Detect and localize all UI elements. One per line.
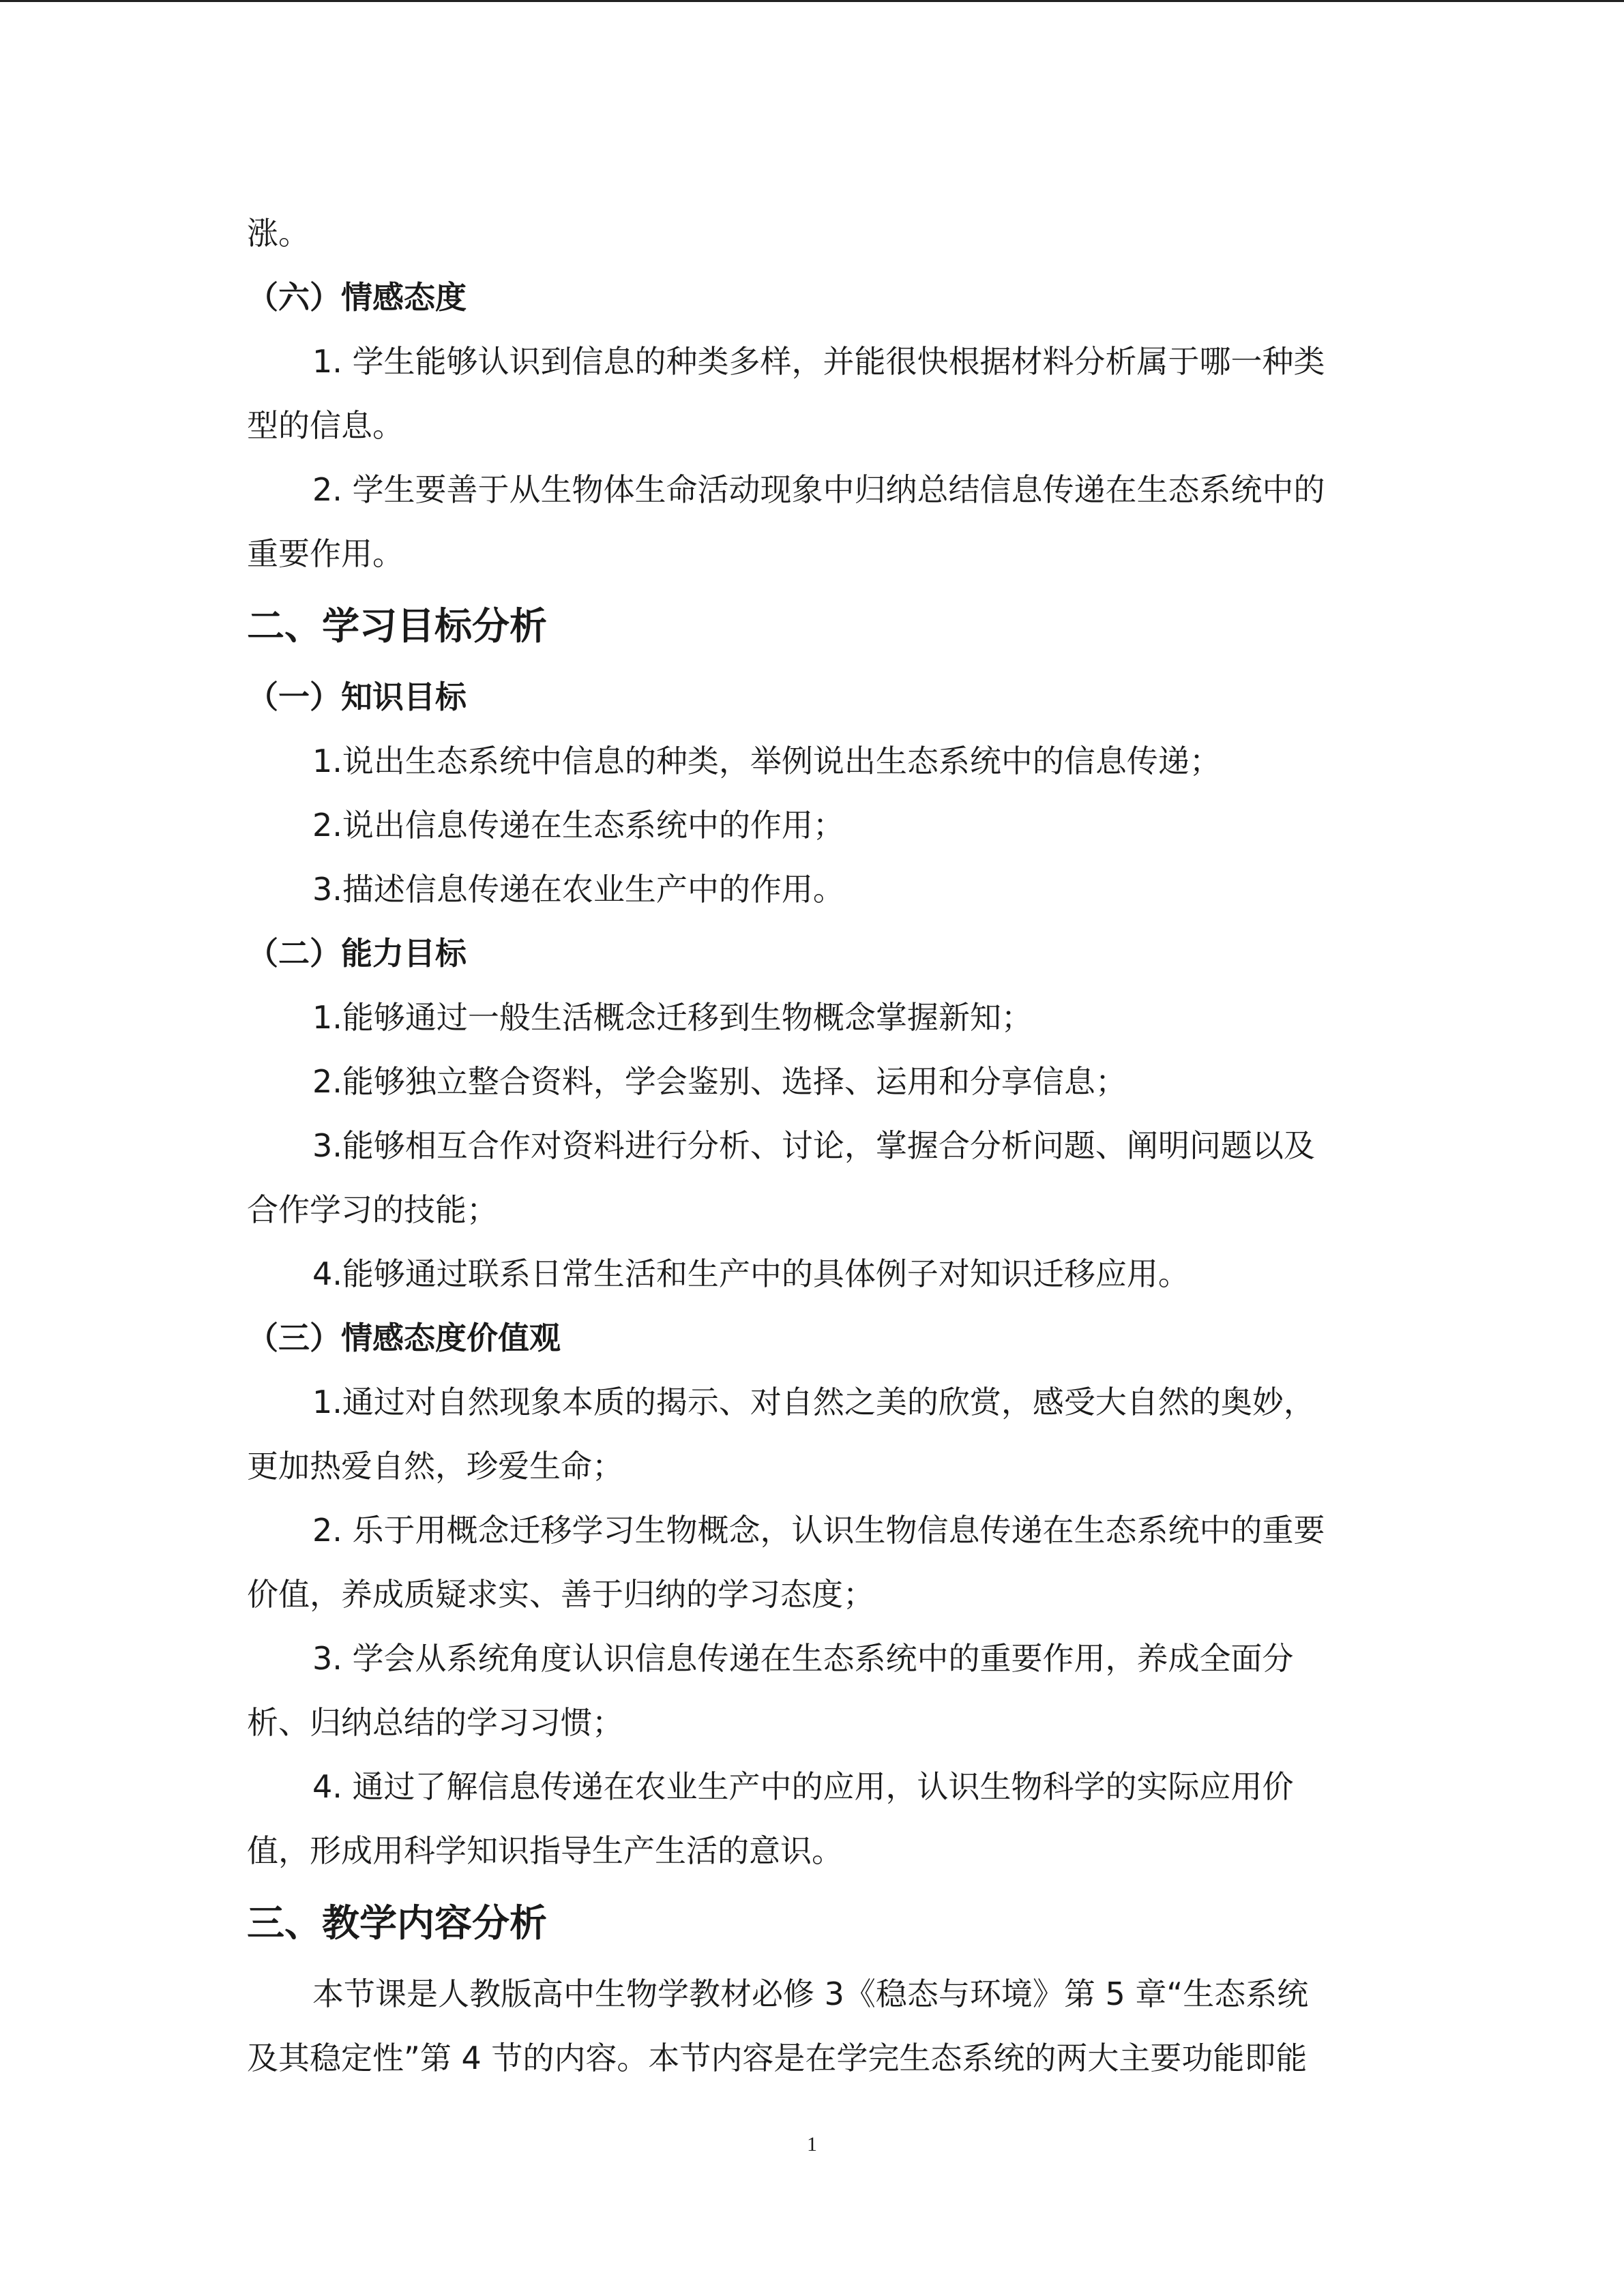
subsection-heading: （一）知识目标 <box>247 679 467 715</box>
paragraph-line: 涨。 <box>247 215 310 252</box>
paragraph-line: 型的信息。 <box>247 407 404 444</box>
paragraph-line: 及其稳定性”第 4 节的内容。本节内容是在学完生态系统的两大主要功能即能 <box>247 2040 1308 2076</box>
paragraph-line: 重要作用。 <box>247 535 404 572</box>
subsection-heading: （三）情感态度价值观 <box>247 1320 561 1356</box>
page-number: 1 <box>807 2133 817 2156</box>
paragraph-line: 1.说出生态系统中信息的种类，举例说出生态系统中的信息传递； <box>312 743 1221 779</box>
paragraph-line: 1.能够通过一般生活概念迁移到生物概念掌握新知； <box>312 999 1033 1036</box>
paragraph-line: 2.说出信息传递在生态系统中的作用； <box>312 807 844 844</box>
document-body <box>247 201 1379 2090</box>
paragraph-line: 合作学习的技能； <box>247 1191 498 1228</box>
subsection-heading: （六）情感态度 <box>247 279 467 316</box>
paragraph-line: 值，形成用科学知识指导生产生活的意识。 <box>247 1832 843 1869</box>
paragraph-line: 3. 学会从系统角度认识信息传递在生态系统中的重要作用，养成全面分 <box>312 1640 1294 1677</box>
paragraph-line: 1.通过对自然现象本质的揭示、对自然之美的欣赏，感受大自然的奥妙， <box>312 1384 1315 1420</box>
top-border-line <box>0 0 1624 2</box>
section-heading: 三、教学内容分析 <box>247 1901 548 1945</box>
paragraph-line: 3.能够相互合作对资料进行分析、讨论，掌握合分析问题、阐明问题以及 <box>312 1127 1315 1164</box>
paragraph-line: 本节课是人教版高中生物学教材必修 3《稳态与环境》第 5 章“生态系统 <box>312 1976 1309 2012</box>
paragraph-line: 2. 乐于用概念迁移学习生物概念，认识生物信息传递在生态系统中的重要 <box>312 1512 1325 1549</box>
paragraph-line: 2.能够独立整合资料，学会鉴别、选择、运用和分享信息； <box>312 1063 1127 1100</box>
paragraph-line: 2. 学生要善于从生物体生命活动现象中归纳总结信息传递在生态系统中的 <box>312 471 1325 508</box>
paragraph-line: 价值，养成质疑求实、善于归纳的学习态度； <box>247 1576 874 1613</box>
paragraph-line: 4.能够通过联系日常生活和生产中的具体例子对知识迁移应用。 <box>312 1255 1190 1292</box>
paragraph-line: 析、归纳总结的学习习惯； <box>247 1704 623 1741</box>
paragraph-line: 1. 学生能够认识到信息的种类多样，并能很快根据材料分析属于哪一种类 <box>312 343 1325 380</box>
section-heading: 二、学习目标分析 <box>247 604 548 648</box>
paragraph-line: 3.描述信息传递在农业生产中的作用。 <box>312 871 844 908</box>
paragraph-line: 更加热爱自然，珍爱生命； <box>247 1448 623 1485</box>
paragraph-line: 4. 通过了解信息传递在农业生产中的应用，认识生物科学的实际应用价 <box>312 1768 1294 1805</box>
subsection-heading: （二）能力目标 <box>247 935 467 972</box>
